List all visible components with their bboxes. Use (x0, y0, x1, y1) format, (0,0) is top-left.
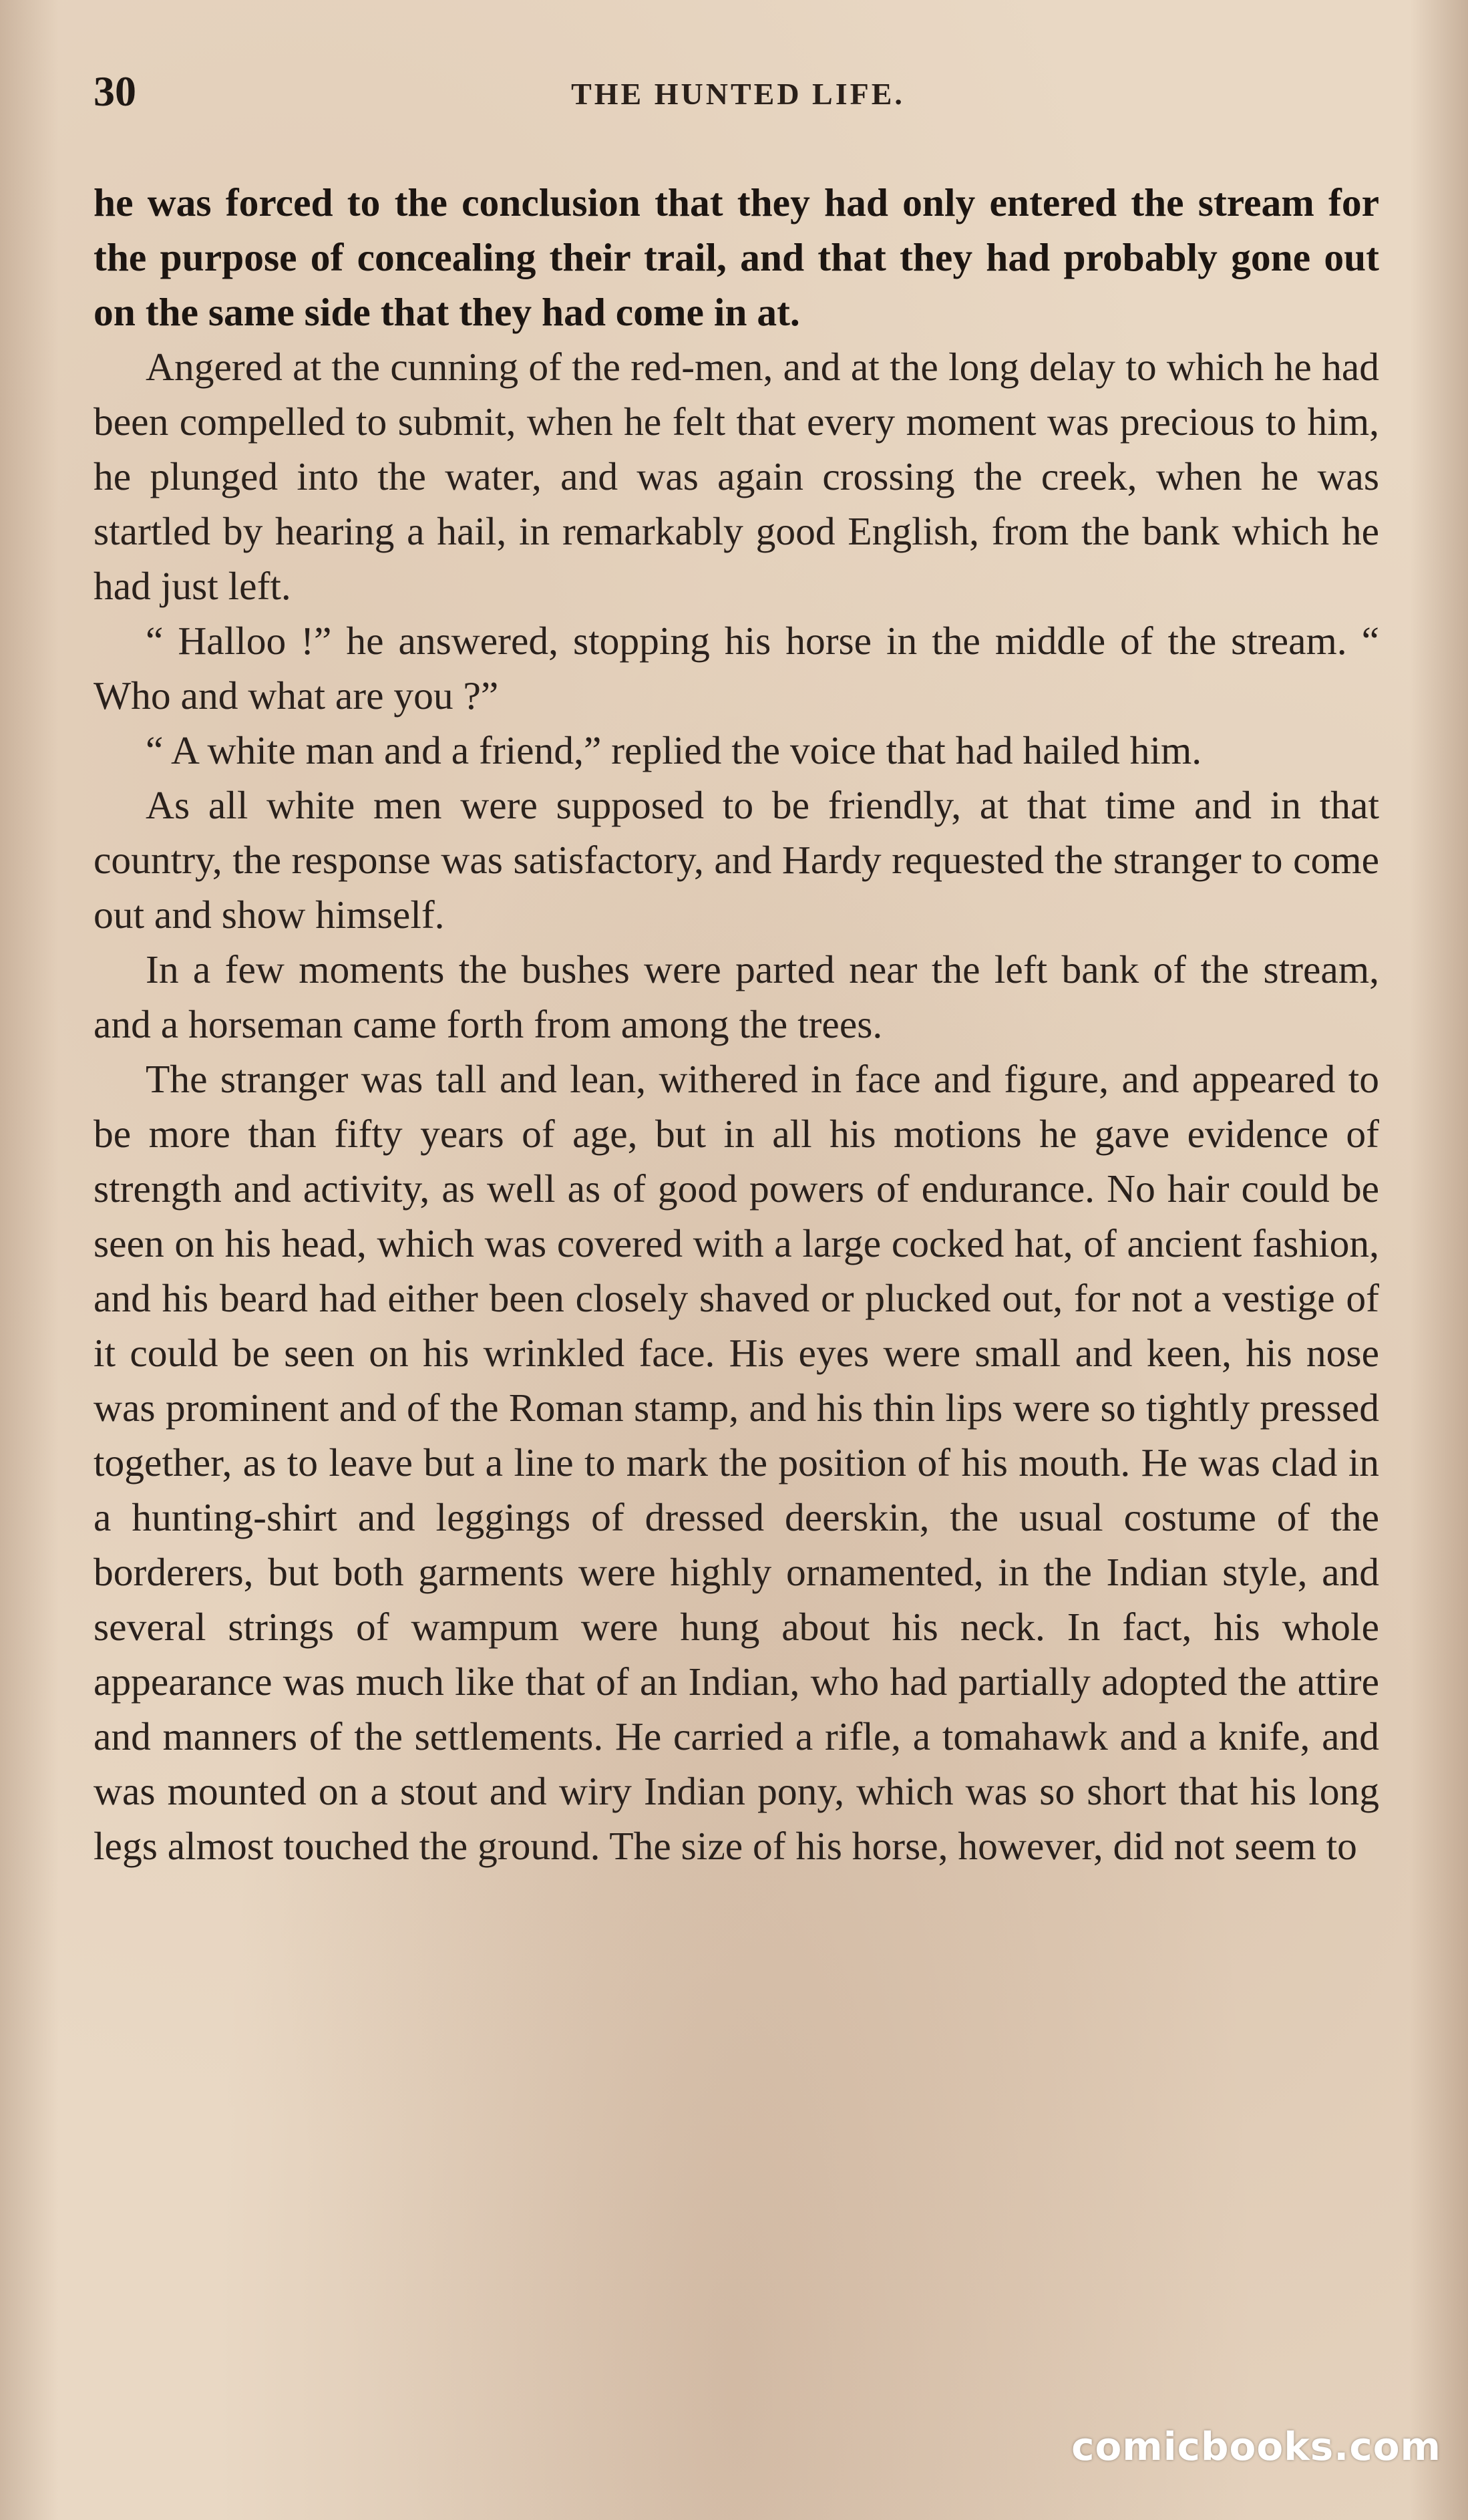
paragraph: “ A white man and a friend,” replied the voice that had hailed him. (146, 728, 1202, 772)
watermark-logo: comicbooks.com (1071, 2424, 1441, 2469)
running-head (94, 67, 1383, 120)
paragraph: As all white men were supposed to be friendly, at that time and in that country, the response was satisfactory, and Hardy requested the stranger to come out and show himself. (94, 783, 1379, 937)
paragraph: “ Halloo !” he answered, stopping his horse in the middle of the stream. “ Who and what are you ?” (94, 619, 1379, 718)
paragraph: Angered at the cunning of the red-men, and at the long delay to which he had been compelled to submit, when he felt that every moment was precious to him, he plunged into the water, and was again crossing the creek, when he was startled by hearing a hail, in remarkably good English, from the bank which he had just left. (94, 345, 1379, 608)
body-text (94, 175, 1379, 1873)
page-number: 30 (94, 67, 136, 115)
paragraph: In a few moments the bushes were parted near the left bank of the stream, and a horseman came forth from among the trees. (94, 947, 1379, 1046)
running-title: THE HUNTED LIFE. (571, 77, 905, 111)
paragraph: he was forced to the conclusion that they had only entered the stream for the purpose of concealing their trail, and that they had probably gone out on the same side that they had come in at. (94, 180, 1379, 334)
paragraph: The stranger was tall and lean, withered in face and figure, and appeared to be more than fifty years of age, but in all his motions he gave evidence of strength and activity, as well as of good powers of endurance. No hair could be seen on his head, which was covered with a large cocked hat, of ancient fashion, and his beard had either been closely shaved or plucked out, for not a vestige of it could be seen on his wrinkled face. His eyes were small and keen, his nose was prominent and of the Roman stamp, and his thin lips were so tightly pressed together, as to leave but a line to mark the position of his mouth. He was clad in a hunting-shirt and leggings of dressed deerskin, the usual costume of the borderers, but both garments were highly ornamented, in the Indian style, and several strings of wampum were hung about his neck. In fact, his whole appearance was much like that of an Indian, who had partially adopted the attire and manners of the settlements. He carried a rifle, a tomahawk and a knife, and was mounted on a stout and wiry Indian pony, which was so short that his long legs almost touched the ground. The size of his horse, however, did not seem to (94, 1057, 1379, 1868)
